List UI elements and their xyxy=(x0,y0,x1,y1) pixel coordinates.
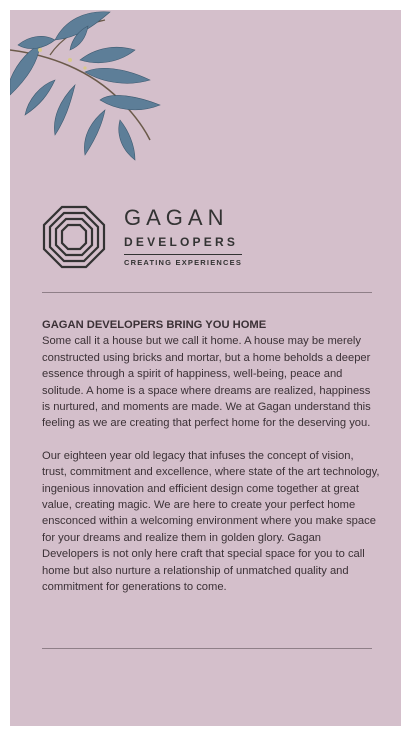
about-text-section xyxy=(42,317,380,596)
concentric-octagon-emblem xyxy=(42,205,106,269)
legacy-paragraph: Our eighteen year old legacy that infuses the concept of vision, trust, commitment and excellence, where state of the art technology, ingenious innovation and efficient design come together at great value, creating magic. We are here to create your perfect home ensconced within a welcoming environment where you make space for your dreams and realize them in golden glory. Gagan Developers is not only here craft that special space for you to call home but also nurture a relationship of unmatched quality and commitment for generations to come. xyxy=(42,449,380,594)
top-divider xyxy=(42,292,372,293)
brand-tagline: CREATING EXPERIENCES xyxy=(124,254,242,267)
leaf-branch-illustration xyxy=(10,10,180,170)
intro-paragraph: Some call it a house but we call it home. A house may be merely constructed using bricks and mortar, but a home beholds a deeper essence through a spirit of happiness, well-being, peace and solitude. A home is a space where dreams are realized, happiness is nurtured, and moments are made. We at Gagan understand this feeling as we are creating that perfect home for the deserving you. xyxy=(42,335,371,430)
section-heading: GAGAN DEVELOPERS BRING YOU HOME xyxy=(42,319,267,331)
brand-name: GAGAN xyxy=(124,205,229,230)
content-card xyxy=(10,10,401,726)
brand-logo xyxy=(42,205,362,275)
brand-subtitle: DEVELOPERS xyxy=(124,235,239,249)
bottom-divider xyxy=(42,648,372,649)
